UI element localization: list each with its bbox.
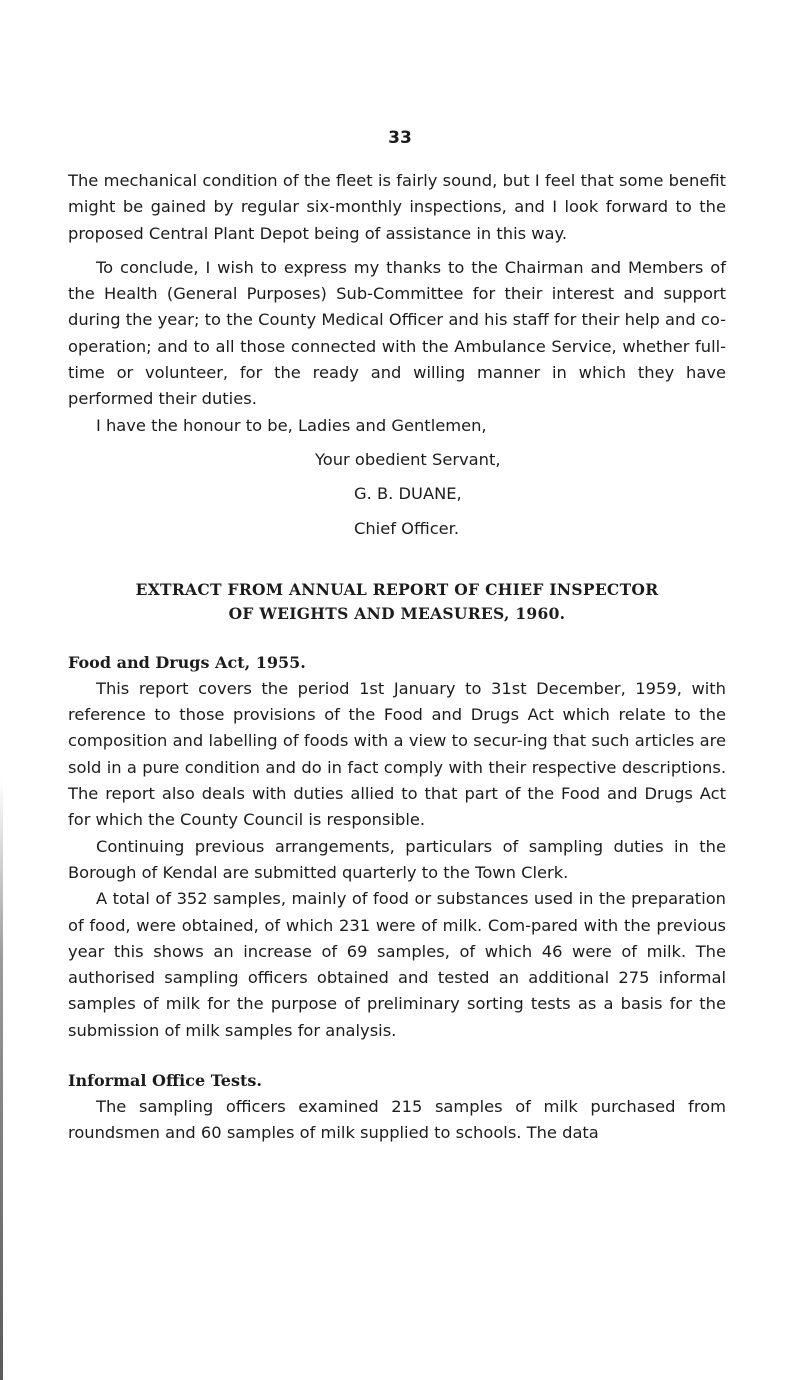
paragraph-kendal-arrangements: Continuing previous arrangements, particulars of sampling duties in the Borough of Kendal are submitted quarterly to the Town Clerk. (68, 836, 726, 882)
page-number: 33 (388, 128, 412, 148)
signature-closing: Your obedient Servant, (315, 449, 501, 469)
report-heading (68, 578, 726, 626)
signature-name: G. B. DUANE, (354, 484, 462, 504)
section-heading-informal-office-tests: Informal Office Tests. (68, 1071, 262, 1091)
paragraph-fleet-condition: The mechanical condition of the fleet is fairly sound, but I feel that some benefit might be gained by regular six-monthly inspections, and I look forward to the proposed Central Plant Depot being of assistance in this way. (68, 171, 726, 243)
scan-edge-shadow (0, 780, 3, 1380)
signature-title: Chief Officer. (354, 518, 460, 538)
paragraph-honour: I have the honour to be, Ladies and Gentlemen, (96, 415, 487, 435)
paragraph-sample-totals: A total of 352 samples, mainly of food or substances used in the preparation of food, were obtained, of which 231 were of milk. Com-pared with the previous year this shows an increase of 69 samples, of which 46 were of milk. The authorised sampling officers obtained and tested an additional 275 informal samples of milk for the purpose of preliminary sorting tests as a basis for the submission of milk samples for analysis. (68, 889, 726, 1040)
paragraph-milk-samples: The sampling officers examined 215 samples of milk purchased from roundsmen and 60 samples of milk supplied to schools. The data (68, 1097, 726, 1143)
section-heading-food-drugs-act: Food and Drugs Act, 1955. (68, 652, 306, 672)
report-heading-line-1: EXTRACT FROM ANNUAL REPORT OF CHIEF INSPECTOR (135, 579, 659, 599)
document-body (68, 168, 726, 1147)
report-heading-line-2: OF WEIGHTS AND MEASURES, 1960. (228, 603, 566, 623)
paragraph-thanks: To conclude, I wish to express my thanks to the Chairman and Members of the Health (General Purposes) Sub-Committee for their interest and support during the year; to the County Medical Officer and his staff for their help and co-operation; and to all those connected with the Ambulance Service, whether full-time or volunteer, for the ready and willing manner in which they have performed their duties. (68, 257, 726, 409)
paragraph-report-period: This report covers the period 1st January to 31st December, 1959, with reference to those provisions of the Food and Drugs Act which relate to the composition and labelling of foods with a view to secur-ing that such articles are sold in a pure condition and do in fact comply with their respective descriptions. The report also deals with duties allied to that part of the Food and Drugs Act for which the County Council is responsible. (68, 678, 726, 830)
